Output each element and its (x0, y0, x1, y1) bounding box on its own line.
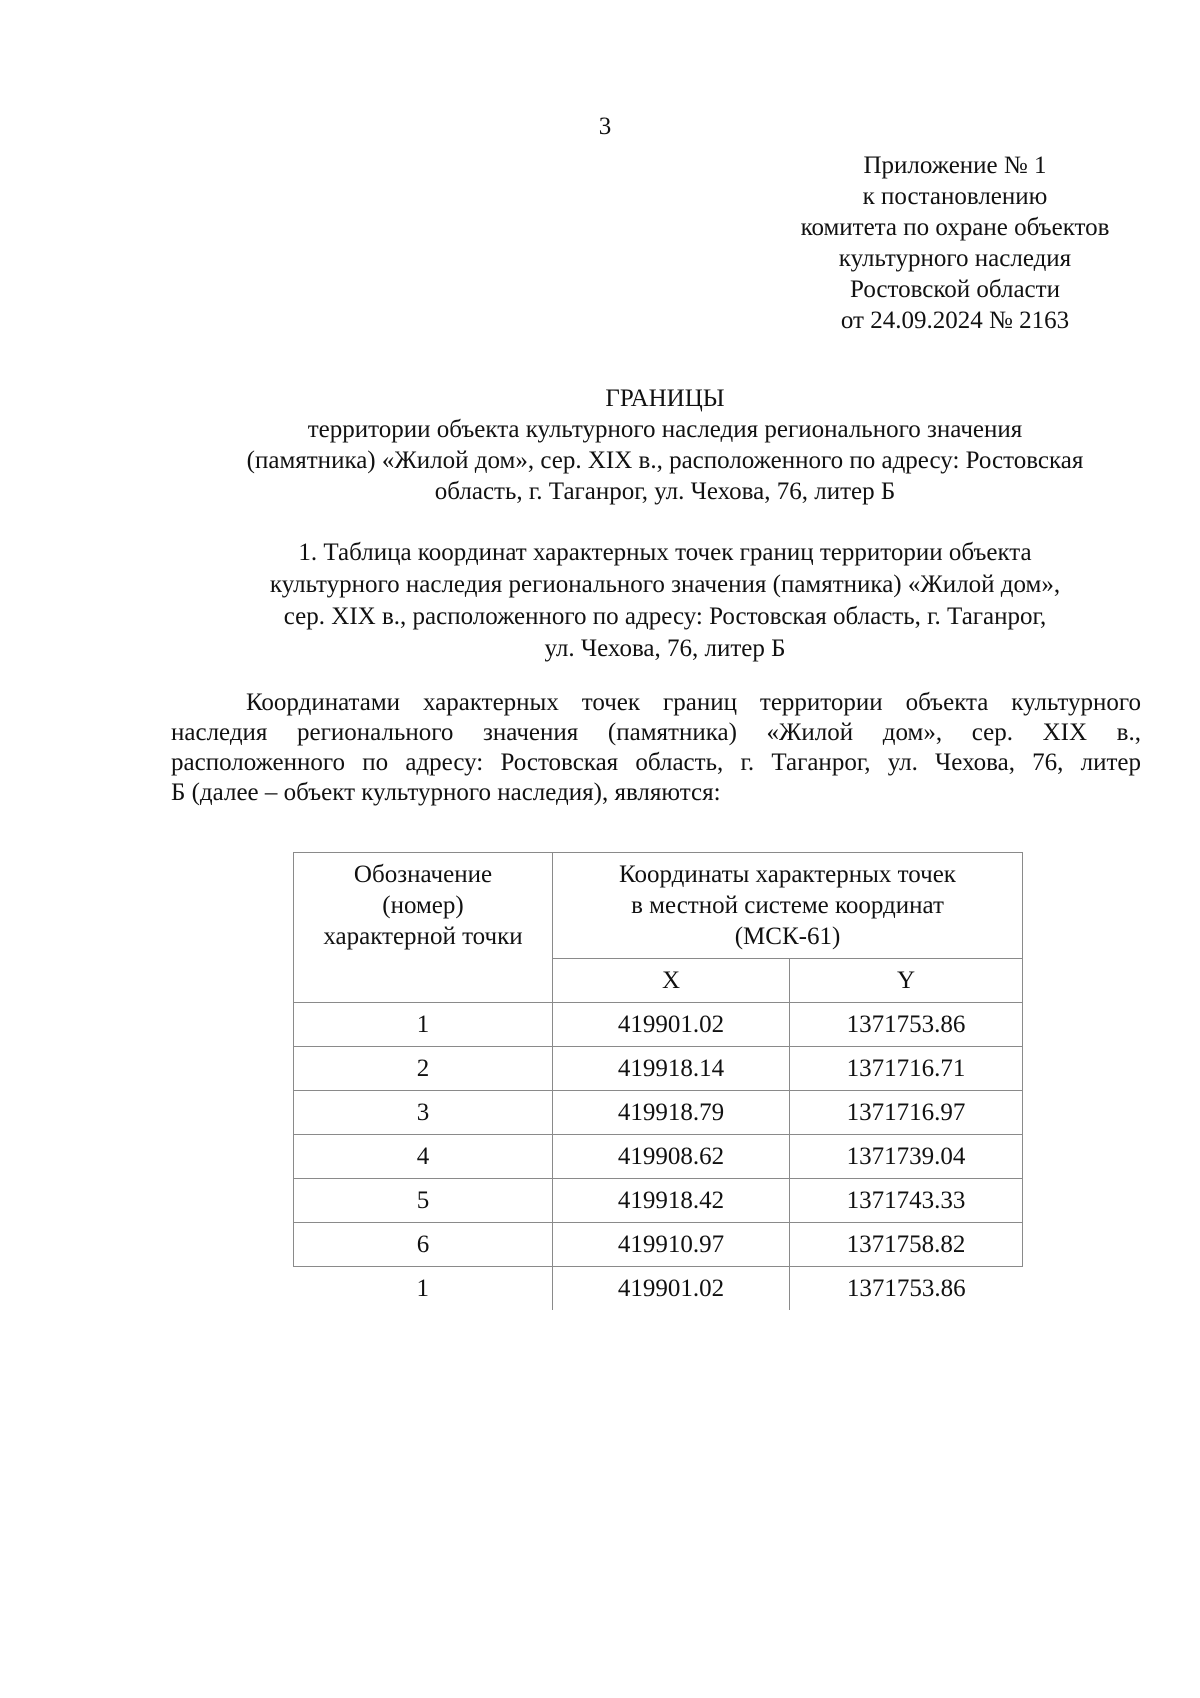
appendix-line: Ростовской области (850, 276, 1060, 303)
cell-x: 419918.79 (553, 1091, 790, 1135)
cell-point: 1 (294, 1003, 553, 1047)
section-line: 1. Таблица координат характерных точек границ территории объекта (298, 539, 1032, 566)
title-line: (памятника) «Жилой дом», сер. XIX в., расположенного по адресу: Ростовская (246, 447, 1084, 474)
cell-x: 419910.97 (553, 1223, 790, 1267)
header-coords-line: в местной системе координат (631, 892, 944, 919)
title-line: область, г. Таганрог, ул. Чехова, 76, литер Б (434, 478, 896, 505)
cell-point: 5 (294, 1179, 553, 1223)
header-coordinates (553, 853, 1023, 959)
header-coords-line: Координаты характерных точек (619, 861, 956, 888)
title-line: территории объекта культурного наследия регионального значения (307, 416, 1023, 443)
cell-x: 419908.62 (553, 1135, 790, 1179)
document-title (120, 383, 1200, 507)
cell-y: 1371753.86 (790, 1003, 1023, 1047)
table-row (294, 1267, 1023, 1311)
table-row (294, 1179, 1023, 1223)
table-row (294, 1047, 1023, 1091)
body-paragraph (171, 688, 1141, 808)
table-row (294, 1223, 1023, 1267)
title-heading: ГРАНИЦЫ (605, 385, 725, 412)
section-heading (120, 537, 1200, 665)
cell-point: 2 (294, 1047, 553, 1091)
header-point-line: (номер) (382, 892, 464, 919)
table-row (294, 1091, 1023, 1135)
section-line: культурного наследия регионального значения (памятника) «Жилой дом», (269, 571, 1061, 598)
cell-x: 419918.14 (553, 1047, 790, 1091)
header-x: X (553, 959, 790, 1003)
section-line: сер. XIX в., расположенного по адресу: Ростовская область, г. Таганрог, (283, 603, 1047, 630)
header-point-line: характерной точки (323, 923, 523, 950)
cell-y: 1371716.97 (790, 1091, 1023, 1135)
paragraph-line: наследия регионального значения (памятника) «Жилой дом», сер. XIX в., (171, 719, 1141, 746)
cell-point: 4 (294, 1135, 553, 1179)
cell-x: 419901.02 (553, 1267, 790, 1311)
section-line: ул. Чехова, 76, литер Б (544, 635, 786, 662)
table-row (294, 1003, 1023, 1047)
paragraph-line: Б (далее – объект культурного наследия), являются: (171, 779, 721, 806)
appendix-line: к постановлению (862, 183, 1048, 210)
cell-y: 1371716.71 (790, 1047, 1023, 1091)
appendix-line: комитета по охране объектов (800, 214, 1110, 241)
cell-y: 1371758.82 (790, 1223, 1023, 1267)
cell-point: 1 (294, 1267, 553, 1311)
paragraph-line: Координатами характерных точек границ территории объекта культурного (246, 689, 1141, 716)
cell-point: 3 (294, 1091, 553, 1135)
table-row (294, 1135, 1023, 1179)
coordinates-table (293, 852, 1023, 1310)
cell-y: 1371739.04 (790, 1135, 1023, 1179)
appendix-line: культурного наследия (838, 245, 1072, 272)
cell-x: 419918.42 (553, 1179, 790, 1223)
cell-point: 6 (294, 1223, 553, 1267)
appendix-line: от 24.09.2024 № 2163 (840, 307, 1070, 334)
appendix-block (740, 150, 1170, 336)
appendix-line: Приложение № 1 (863, 152, 1047, 179)
page-number: 3 (598, 113, 612, 140)
paragraph-line: расположенного по адресу: Ростовская область, г. Таганрог, ул. Чехова, 76, литер (171, 749, 1141, 776)
header-point-designation (294, 853, 553, 1003)
cell-x: 419901.02 (553, 1003, 790, 1047)
cell-y: 1371753.86 (790, 1267, 1023, 1311)
header-point-line: Обозначение (353, 861, 493, 888)
cell-y: 1371743.33 (790, 1179, 1023, 1223)
header-y: Y (790, 959, 1023, 1003)
header-coords-line: (МСК-61) (734, 923, 841, 950)
